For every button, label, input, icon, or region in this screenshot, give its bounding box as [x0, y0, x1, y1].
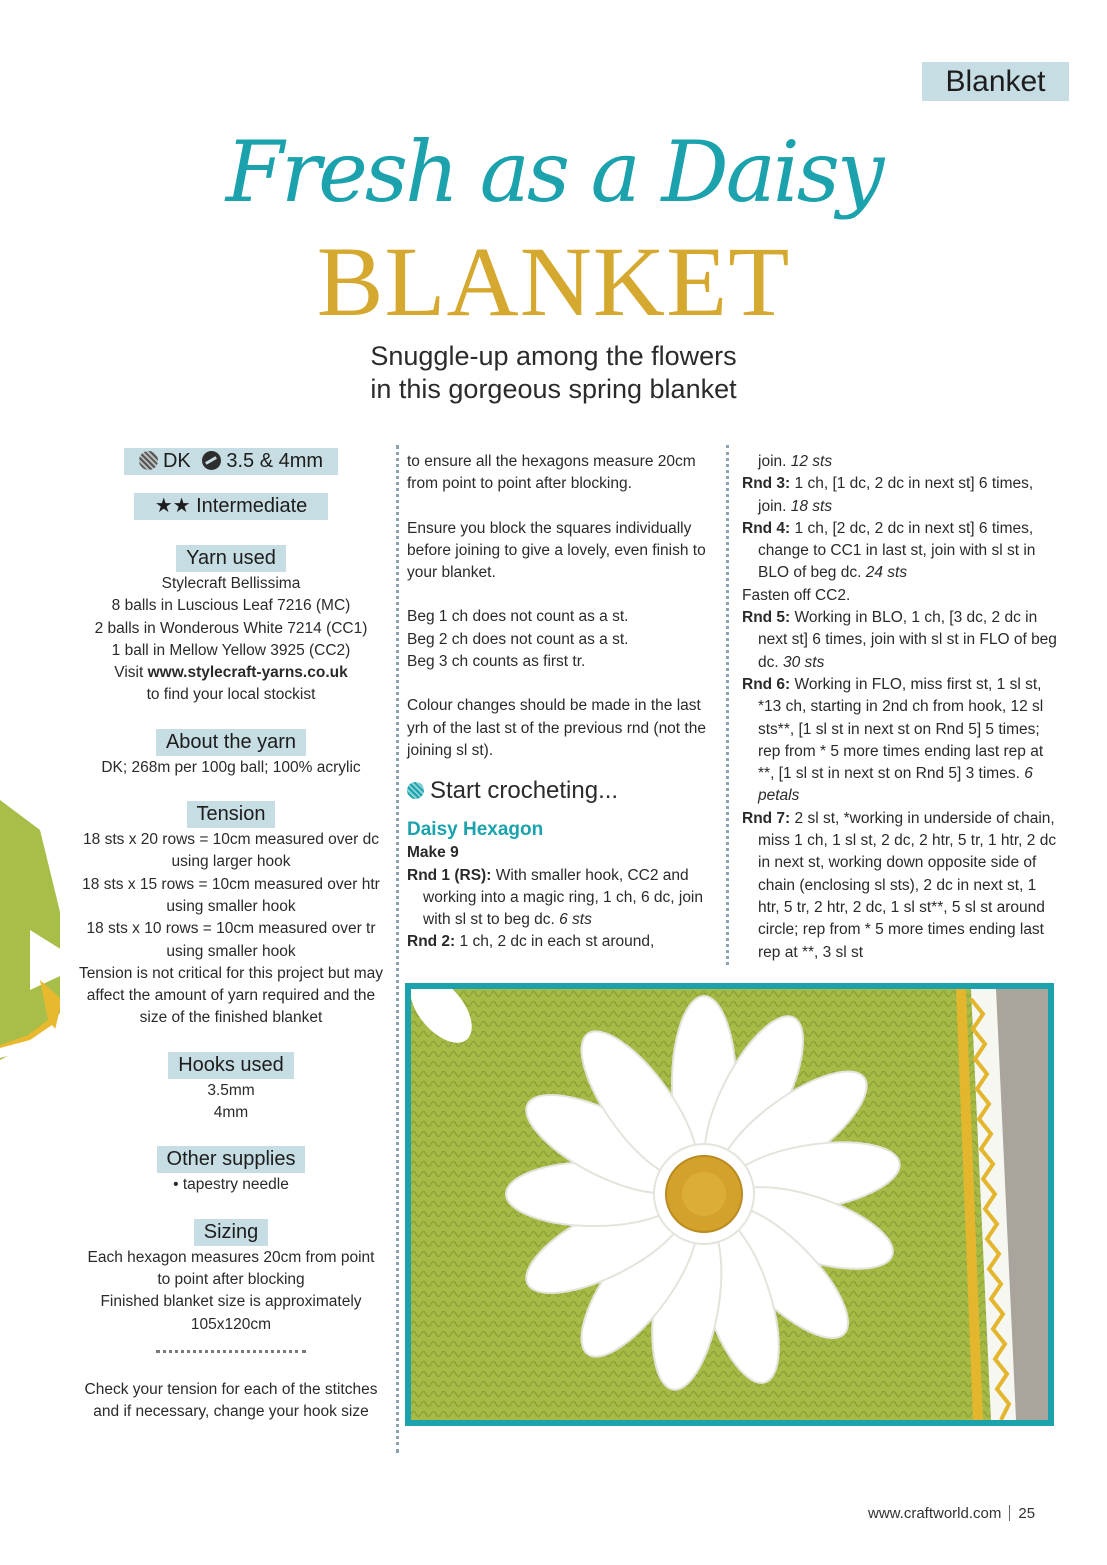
yarn-line: 2 balls in Wonderous White 7214 (CC1) [94, 619, 368, 637]
about-yarn-heading: About the yarn [156, 729, 306, 756]
para-line: Colour changes should be made in the last [407, 697, 701, 715]
para-line: from point to point after blocking. [407, 475, 632, 493]
about-yarn-text: DK; 268m per 100g ball; 100% acrylic [101, 758, 361, 776]
left-column [68, 448, 394, 1423]
bullet-yarn-icon [407, 782, 424, 799]
sizing-heading: Sizing [194, 1219, 268, 1246]
tension-line: Tension is not critical for this project but may [78, 964, 384, 982]
crochet-hook-icon [202, 451, 221, 470]
page-number: 25 [1018, 1505, 1036, 1522]
tension-line: 18 sts x 15 rows = 10cm measured over htr [82, 875, 380, 893]
subtitle-line-2: in this gorgeous spring blanket [370, 374, 737, 404]
column-divider [396, 445, 399, 1453]
sizing-line: Each hexagon measures 20cm from point [87, 1248, 375, 1266]
level-box: ★★ Intermediate [134, 493, 328, 520]
subtitle-line-1: Snuggle-up among the flowers [370, 341, 737, 371]
sizing-line: to point after blocking [157, 1270, 305, 1288]
round-1: Rnd 1 (RS): With smaller hook, CC2 and working into a magic ring, 1 ch, 6 dc, join with sl st to beg dc. 6 sts [407, 866, 703, 929]
tension-note-line: Check your tension for each of the stitches [84, 1380, 378, 1398]
yarn-line: Stylecraft Bellissima [161, 575, 301, 592]
start-heading: Start crocheting... [407, 776, 725, 806]
para-line: to ensure all the hexagons measure 20cm [407, 453, 696, 470]
sizing-line: 105x120cm [190, 1315, 272, 1333]
yarn-visit: Visit www.stylecraft-yarns.co.uk [114, 664, 348, 682]
hook-size: 4mm [213, 1104, 249, 1122]
blanket-edge-photo [0, 800, 60, 1060]
para-line: Ensure you block the squares individually [407, 519, 692, 537]
yarn-stockist: to find your local stockist [146, 686, 316, 704]
title-script: Fresh as a Daisy [225, 123, 882, 221]
spec-weight: DK [162, 450, 191, 472]
round-2: Rnd 2: 1 ch, 2 dc in each st around, [407, 933, 655, 951]
spec-box [124, 448, 338, 475]
round-5: Rnd 5: Working in BLO, 1 ch, [3 dc, 2 dc in next st] 6 times, join with sl st in FLO of beg dc. 30 sts [742, 609, 1057, 671]
round-7: Rnd 7: 2 sl st, *working in underside of chain, miss 1 ch, 1 sl st, 2 dc, 2 htr, 5 tr, 1 htr, 2 dc in next st, working down opposite side of chain (enclosing sl sts), 2 dc in next st, 1 htr, 5 tr, 2 htr, 2 dc, 1 sl st**, 5 sl st around circle; rep from * 5 more times ending last rep at **, 3 sl st [742, 809, 1057, 961]
para-line: joining sl st). [407, 741, 494, 759]
yarn-website-link[interactable]: www.stylecraft-yarns.co.uk [147, 664, 348, 682]
tension-line: affect the amount of yarn required and the [86, 987, 376, 1005]
round-4: Rnd 4: 1 ch, [2 dc, 2 dc in next st] 6 times, change to CC1 in last st, join with sl st in BLO of beg dc. 24 sts [742, 519, 1036, 582]
tension-note-line: and if necessary, change your hook size [93, 1403, 369, 1421]
round-2-cont: join. 12 sts [758, 453, 833, 470]
middle-column [407, 451, 725, 954]
tension-line: using smaller hook [166, 942, 296, 960]
round-6: Rnd 6: Working in FLO, miss first st, 1 sl st, *13 ch, starting in 2nd ch from hook, 12 sl sts**, [1 sl st in next st on Rnd 5] 5 times; rep from * 5 more times ending last rep at **, [1 sl st in next st on Rnd 5] 3 times. 6 petals [742, 675, 1044, 805]
tension-line: using larger hook [171, 853, 291, 871]
supply-item: • tapestry needle [173, 1176, 289, 1194]
para-line: before joining to give a lovely, even finish to [407, 541, 706, 559]
tension-heading: Tension [187, 801, 276, 828]
footer-separator [1009, 1505, 1010, 1521]
yarn-line: 1 ball in Mellow Yellow 3925 (CC2) [111, 641, 351, 659]
yarn-ball-icon [139, 451, 158, 470]
daisy-hexagon-photo [405, 983, 1054, 1426]
round-3: Rnd 3: 1 ch, [1 dc, 2 dc in next st] 6 times, join. 18 sts [742, 475, 1034, 515]
other-supplies-heading: Other supplies [157, 1146, 306, 1173]
yarn-line: 8 balls in Luscious Leaf 7216 (MC) [111, 597, 351, 615]
tension-line: 18 sts x 10 rows = 10cm measured over tr [86, 920, 376, 938]
para-line: Beg 2 ch does not count as a st. [407, 630, 629, 648]
title-caps: BLANKET [316, 226, 791, 337]
fasten-off: Fasten off CC2. [742, 586, 851, 604]
yarn-used-heading: Yarn used [176, 545, 286, 572]
para-line: Beg 1 ch does not count as a st. [407, 608, 629, 626]
pattern-title: Daisy Hexagon [407, 819, 544, 841]
hook-size: 3.5mm [207, 1081, 255, 1099]
column-divider [726, 445, 729, 965]
right-column [742, 451, 1060, 964]
para-line: Beg 3 ch counts as first tr. [407, 653, 586, 671]
hooks-used-heading: Hooks used [168, 1052, 294, 1079]
make-count: Make 9 [407, 844, 459, 862]
para-line: your blanket. [407, 564, 496, 582]
page-footer [868, 1504, 1035, 1524]
tension-line: 18 sts x 20 rows = 10cm measured over dc [83, 831, 379, 849]
sizing-line: Finished blanket size is approximately [100, 1293, 362, 1311]
subtitle [0, 340, 1107, 406]
section-tag: Blanket [922, 62, 1069, 101]
spec-hook: 3.5 & 4mm [226, 450, 324, 472]
para-line: yrh of the last st of the previous rnd (not the [407, 719, 706, 737]
tension-line: using smaller hook [166, 897, 296, 915]
footer-site[interactable]: www.craftworld.com [868, 1505, 1002, 1522]
tension-line: size of the finished blanket [139, 1009, 323, 1027]
